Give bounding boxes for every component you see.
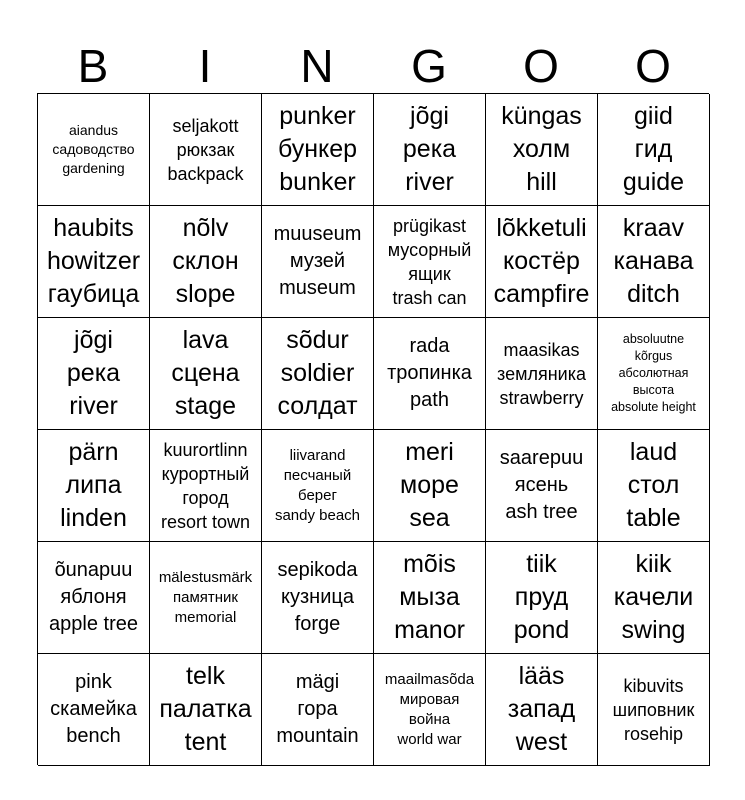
bingo-cell[interactable] bbox=[374, 542, 486, 654]
bingo-cell-text: kõrgus bbox=[634, 349, 673, 363]
bingo-cell[interactable] bbox=[374, 94, 486, 206]
bingo-cell-text: bench bbox=[66, 725, 121, 747]
bingo-cell-text: памятник bbox=[173, 588, 238, 606]
bingo-cell-text: õunapuu bbox=[54, 559, 133, 581]
bingo-cell-text: maasikas bbox=[503, 339, 580, 360]
header-letter: N bbox=[300, 39, 334, 92]
bingo-cell-text: seljakott bbox=[172, 115, 239, 136]
bingo-cell[interactable] bbox=[486, 430, 598, 542]
bingo-cell[interactable] bbox=[38, 430, 150, 542]
bingo-cell-text: гора bbox=[297, 698, 338, 720]
bingo-cell[interactable] bbox=[262, 318, 374, 430]
bingo-cell-text: kiik bbox=[635, 550, 672, 578]
bingo-cell-text: mägi bbox=[295, 671, 340, 693]
bingo-cell-text: haubits bbox=[53, 214, 134, 242]
bingo-cell-text: küngas bbox=[501, 102, 582, 130]
bingo-cell-text: aiandus bbox=[68, 122, 119, 138]
bingo-cell-text: город bbox=[182, 487, 229, 508]
bingo-cell-text: mountain bbox=[276, 725, 359, 747]
bingo-cell-text: absolute height bbox=[611, 400, 696, 414]
bingo-cell-text: ditch bbox=[627, 280, 680, 308]
bingo-cell-text: telk bbox=[186, 662, 225, 690]
bingo-cell[interactable] bbox=[262, 94, 374, 206]
bingo-cell-text: river bbox=[405, 168, 454, 196]
bingo-cell-text: nõlv bbox=[182, 214, 229, 242]
bingo-cell-text: мыза bbox=[399, 583, 460, 611]
bingo-cell-text: slope bbox=[175, 280, 236, 308]
bingo-cell[interactable] bbox=[598, 654, 710, 766]
bingo-cell[interactable] bbox=[38, 206, 150, 318]
bingo-cell[interactable] bbox=[150, 542, 262, 654]
bingo-cell-text: sepikoda bbox=[277, 559, 358, 581]
bingo-cell-text: море bbox=[400, 471, 459, 499]
bingo-cell[interactable] bbox=[150, 430, 262, 542]
bingo-cell-text: абсолютная bbox=[618, 366, 689, 380]
bingo-cell-text: campfire bbox=[493, 280, 590, 308]
bingo-cell-text: trash can bbox=[392, 287, 467, 308]
bingo-cell-text: forge bbox=[294, 613, 341, 635]
bingo-cell-text: sea bbox=[409, 504, 450, 532]
bingo-cell-text: jõgi bbox=[74, 326, 113, 354]
bingo-cell-text: hill bbox=[526, 168, 557, 196]
bingo-cell-text: солдат bbox=[277, 392, 358, 420]
bingo-cell[interactable] bbox=[374, 654, 486, 766]
bingo-cell-text: запад bbox=[507, 695, 576, 723]
bingo-cell-text: memorial bbox=[174, 608, 237, 626]
bingo-cell-text: kibuvits bbox=[623, 675, 684, 696]
bingo-cell-text: manor bbox=[394, 616, 465, 644]
bingo-cell-text: mõis bbox=[403, 550, 456, 578]
bingo-cell-text: pink bbox=[75, 671, 112, 693]
bingo-cell[interactable] bbox=[262, 206, 374, 318]
bingo-cell[interactable] bbox=[598, 318, 710, 430]
bingo-cell-text: курортный bbox=[161, 463, 250, 484]
bingo-cell-text: канава bbox=[613, 247, 694, 275]
bingo-cell-text: bunker bbox=[279, 168, 356, 196]
bingo-cell[interactable] bbox=[374, 206, 486, 318]
bingo-cell-text: ящик bbox=[408, 263, 451, 284]
bingo-cell-text: punker bbox=[279, 102, 356, 130]
bingo-cell-text: ясень bbox=[514, 474, 569, 496]
bingo-cell-text: война bbox=[408, 710, 451, 728]
bingo-cell-text: ash tree bbox=[505, 501, 578, 523]
bingo-cell[interactable] bbox=[486, 654, 598, 766]
bingo-cell-text: gardening bbox=[62, 160, 125, 176]
bingo-cell-text: west bbox=[515, 728, 568, 756]
bingo-cell[interactable] bbox=[150, 318, 262, 430]
bingo-cell-text: шиповник bbox=[612, 699, 695, 720]
bingo-cell-text: liivarand bbox=[289, 446, 346, 464]
bingo-cell-text: absoluutne bbox=[622, 332, 685, 346]
bingo-cell-text: backpack bbox=[167, 163, 244, 184]
bingo-cell-text: земляника bbox=[497, 363, 586, 384]
bingo-cell-text: world war bbox=[397, 730, 462, 748]
bingo-cell-text: липа bbox=[65, 471, 122, 499]
header-letter: O bbox=[635, 39, 671, 92]
bingo-cell-text: rosehip bbox=[623, 723, 684, 744]
bingo-cell-text: высота bbox=[632, 383, 675, 397]
bingo-cell-text: table bbox=[626, 504, 681, 532]
bingo-cell-text: качели bbox=[613, 583, 694, 611]
bingo-cell-text: костёр bbox=[503, 247, 580, 275]
bingo-cell-text: guide bbox=[622, 168, 685, 196]
bingo-cell-text: strawberry bbox=[499, 387, 584, 408]
bingo-cell-text: tiik bbox=[526, 550, 557, 578]
bingo-cell-text: скамейка bbox=[50, 698, 137, 720]
bingo-cell-text: песчаный bbox=[283, 466, 352, 484]
bingo-cell-text: гид bbox=[634, 135, 673, 163]
bingo-cell[interactable] bbox=[374, 318, 486, 430]
bingo-cell-text: apple tree bbox=[49, 613, 138, 635]
bingo-cell-text: museum bbox=[279, 277, 356, 299]
bingo-cell[interactable] bbox=[38, 318, 150, 430]
bingo-cell-text: палатка bbox=[159, 695, 252, 723]
bingo-cell-text: river bbox=[69, 392, 118, 420]
bingo-cell-text: мировая bbox=[399, 690, 460, 708]
bingo-cell[interactable] bbox=[262, 654, 374, 766]
bingo-cell-text: tent bbox=[184, 728, 227, 756]
bingo-cell-text: гаубица bbox=[47, 280, 140, 308]
bingo-cell-text: lõkketuli bbox=[496, 214, 587, 242]
bingo-cell[interactable] bbox=[486, 206, 598, 318]
bingo-cell[interactable] bbox=[150, 654, 262, 766]
bingo-cell-text: stage bbox=[174, 392, 237, 420]
bingo-cell-text: холм bbox=[512, 135, 571, 163]
bingo-cell[interactable] bbox=[38, 654, 150, 766]
bingo-cell-text: pärn bbox=[68, 438, 119, 466]
bingo-cell-text: склон bbox=[172, 247, 239, 275]
bingo-cell-text: giid bbox=[634, 102, 673, 130]
bingo-cell-text: кузница bbox=[281, 586, 354, 608]
bingo-cell[interactable] bbox=[598, 430, 710, 542]
bingo-header bbox=[37, 38, 709, 93]
bingo-cell-text: lääs bbox=[518, 662, 565, 690]
bingo-cell-text: садоводство bbox=[52, 141, 135, 157]
bingo-cell-text: pond bbox=[513, 616, 570, 644]
bingo-cell-text: maailmasõda bbox=[384, 670, 475, 688]
bingo-cell-text: рюкзак bbox=[176, 139, 235, 160]
bingo-cell-text: path bbox=[410, 389, 449, 411]
bingo-cell[interactable] bbox=[486, 542, 598, 654]
bingo-cell-text: музей bbox=[289, 250, 346, 272]
bingo-cell-text: бункер bbox=[277, 135, 358, 163]
bingo-cell-text: яблоня bbox=[60, 586, 127, 608]
bingo-cell[interactable] bbox=[598, 542, 710, 654]
bingo-cell-text: swing bbox=[621, 616, 686, 644]
bingo-cell[interactable] bbox=[598, 206, 710, 318]
bingo-cell-text: берег bbox=[298, 486, 337, 504]
bingo-cell[interactable] bbox=[486, 318, 598, 430]
header-letter: O bbox=[523, 39, 559, 92]
bingo-cell-text: prügikast bbox=[392, 215, 467, 236]
bingo-cell[interactable] bbox=[598, 94, 710, 206]
bingo-cell[interactable] bbox=[262, 542, 374, 654]
bingo-cell-text: laud bbox=[629, 438, 678, 466]
bingo-cell-text: muuseum bbox=[273, 223, 362, 245]
bingo-cell[interactable] bbox=[486, 94, 598, 206]
bingo-cell-text: soldier bbox=[280, 359, 355, 387]
bingo-cell-text: пруд bbox=[514, 583, 569, 611]
bingo-cell-text: река bbox=[402, 135, 457, 163]
header-letter: I bbox=[198, 39, 212, 92]
header-letter: G bbox=[411, 39, 447, 92]
bingo-cell[interactable] bbox=[374, 430, 486, 542]
bingo-cell-text: lava bbox=[182, 326, 229, 354]
bingo-cell-text: rada bbox=[409, 335, 450, 357]
bingo-cell-text: saarepuu bbox=[499, 447, 584, 469]
bingo-cell-text: jõgi bbox=[410, 102, 449, 130]
bingo-cell[interactable] bbox=[38, 94, 150, 206]
bingo-cell[interactable] bbox=[38, 542, 150, 654]
bingo-cell-text: howitzer bbox=[46, 247, 141, 275]
bingo-cell-text: meri bbox=[405, 438, 454, 466]
bingo-cell-text: sandy beach bbox=[274, 506, 361, 524]
bingo-cell-text: kraav bbox=[622, 214, 685, 242]
bingo-cell-text: сцена bbox=[171, 359, 240, 387]
bingo-cell-text: mälestusmärk bbox=[158, 568, 253, 586]
bingo-cell[interactable] bbox=[150, 206, 262, 318]
bingo-cell[interactable] bbox=[262, 430, 374, 542]
bingo-cell[interactable] bbox=[150, 94, 262, 206]
bingo-board bbox=[37, 93, 709, 765]
bingo-cell-text: мусорный bbox=[387, 239, 472, 260]
header-letter: B bbox=[77, 39, 109, 92]
bingo-cell-text: sõdur bbox=[286, 326, 349, 354]
bingo-cell-text: река bbox=[66, 359, 121, 387]
bingo-cell-text: стол bbox=[627, 471, 680, 499]
bingo-cell-text: тропинка bbox=[387, 362, 472, 384]
bingo-cell-text: resort town bbox=[160, 511, 251, 532]
bingo-cell-text: kuurortlinn bbox=[163, 439, 248, 460]
bingo-cell-text: linden bbox=[60, 504, 127, 532]
